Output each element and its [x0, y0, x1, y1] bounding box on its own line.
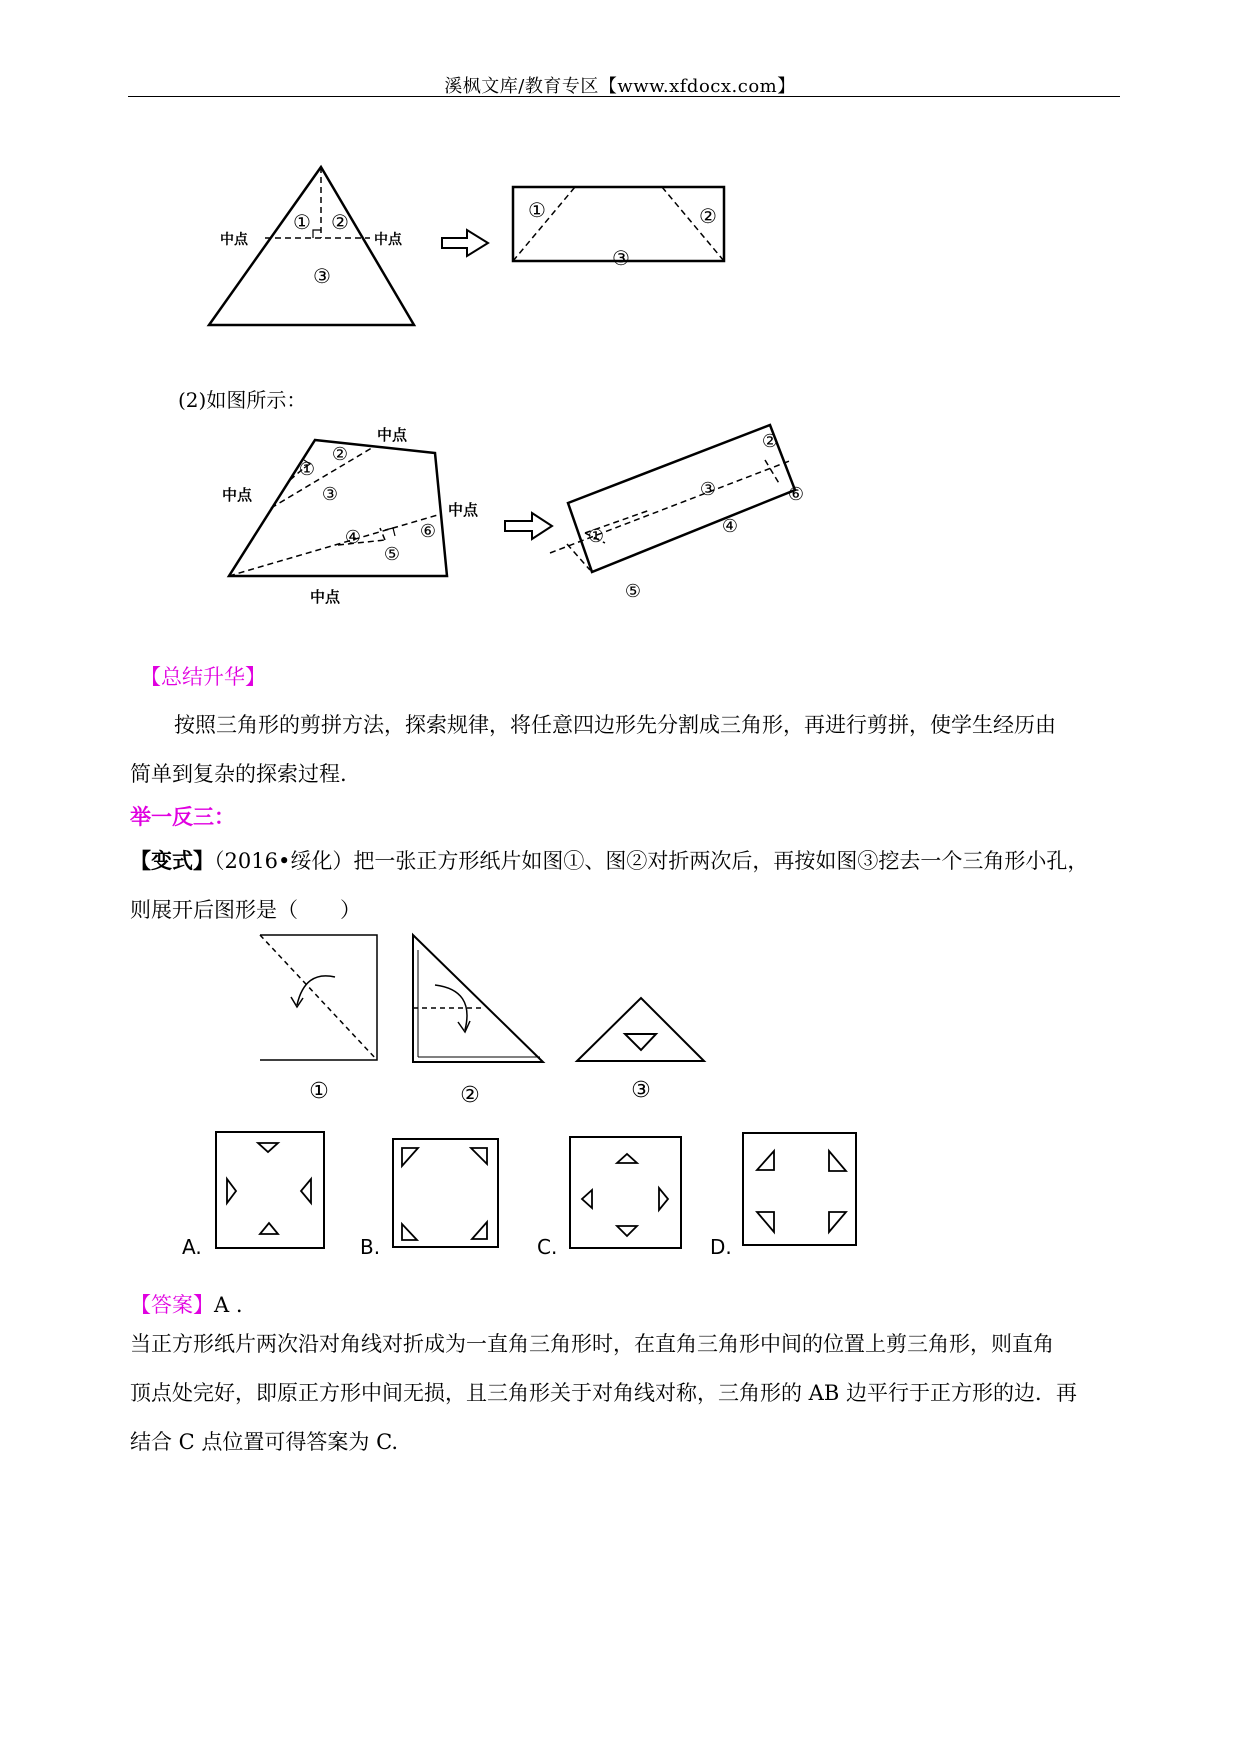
figure2-caption: (2)如图所示： — [178, 388, 307, 412]
option-b-label[interactable]: B. — [360, 1235, 381, 1259]
option-c-square[interactable] — [570, 1137, 681, 1248]
midpoint-label-left: 中点 — [220, 232, 248, 248]
answer-value: A . — [214, 1293, 243, 1317]
para-piece-4-label: ④ — [721, 516, 739, 537]
answer-options-figure[interactable] — [180, 1128, 880, 1263]
rect-piece-3-label: ③ — [612, 246, 630, 270]
para-piece-1-label: ① — [587, 526, 605, 547]
page-header: 溪枫文库/教育专区【www.xfdocx.com】 — [444, 76, 796, 97]
quad-piece-5-label: ⑤ — [383, 544, 401, 565]
midpoint-label-right: 中点 — [447, 501, 479, 519]
fold-step-3-label: ③ — [631, 1078, 651, 1103]
piece-1-label: ① — [293, 210, 311, 234]
para-piece-6-label: ⑥ — [787, 484, 805, 505]
practice-title: 举一反三： — [130, 804, 235, 829]
para-piece-3-label: ③ — [699, 479, 717, 500]
quad-piece-1-label: ① — [298, 459, 316, 480]
triangle-to-rectangle-figure — [200, 155, 740, 340]
arrow-icon — [505, 513, 552, 539]
fold-steps-figure — [255, 930, 725, 1115]
midpoint-label-bottom: 中点 — [309, 588, 341, 606]
quad-piece-4-label: ④ — [344, 527, 362, 548]
answer-line-3: 结合 C 点位置可得答案为 C. — [130, 1430, 399, 1454]
midpoint-label-top: 中点 — [376, 426, 408, 444]
answer-tag: 【答案】 — [130, 1293, 214, 1317]
para-piece-5-label: ⑤ — [624, 581, 642, 602]
rect-piece-1-label: ① — [528, 198, 546, 222]
variant-line-1: （2016•绥化）把一张正方形纸片如图①、图②对折两次后，再按如图③挖去一个三角形小孔， — [214, 849, 1089, 873]
piece-2-label: ② — [331, 210, 349, 234]
variant-tag: 【变式】 — [130, 848, 214, 873]
answer-line-2: 顶点处完好，即原正方形中间无损，且三角形关于对角线对称，三角形的 AB 边平行于正方形的边．再 — [130, 1381, 1077, 1405]
answer-heading — [130, 1293, 243, 1317]
arrow-icon — [442, 230, 488, 256]
para-piece-2-label: ② — [761, 431, 779, 452]
quad-piece-3-label: ③ — [321, 484, 339, 505]
fold-step-2-label: ② — [460, 1083, 480, 1108]
variant-question — [130, 849, 1088, 873]
midpoint-label-right: 中点 — [374, 232, 402, 248]
answer-line-1: 当正方形纸片两次沿对角线对折成为一直角三角形时，在直角三角形中间的位置上剪三角形，则直角 — [130, 1332, 1054, 1356]
quadrilateral-to-parallelogram-figure — [210, 420, 850, 630]
option-d-square[interactable] — [743, 1133, 856, 1245]
summary-line-1: 按照三角形的剪拼方法，探索规律，将任意四边形先分割成三角形，再进行剪拼，使学生经历由 — [174, 713, 1056, 737]
quad-piece-2-label: ② — [331, 444, 349, 465]
summary-title: 【总结升华】 — [140, 665, 266, 689]
variant-line-2: 则展开后图形是（ ） — [130, 898, 361, 922]
fold-step-1-label: ① — [309, 1079, 329, 1104]
rect-piece-2-label: ② — [699, 204, 717, 228]
option-c-label[interactable]: C. — [537, 1235, 558, 1259]
option-d-label[interactable]: D. — [710, 1235, 732, 1259]
header-rule — [128, 96, 1120, 97]
piece-3-label: ③ — [313, 264, 331, 288]
summary-line-2: 简单到复杂的探索过程. — [130, 762, 347, 786]
option-a-label[interactable]: A. — [182, 1235, 202, 1259]
quad-piece-6-label: ⑥ — [419, 521, 437, 542]
midpoint-label-left: 中点 — [221, 486, 253, 504]
